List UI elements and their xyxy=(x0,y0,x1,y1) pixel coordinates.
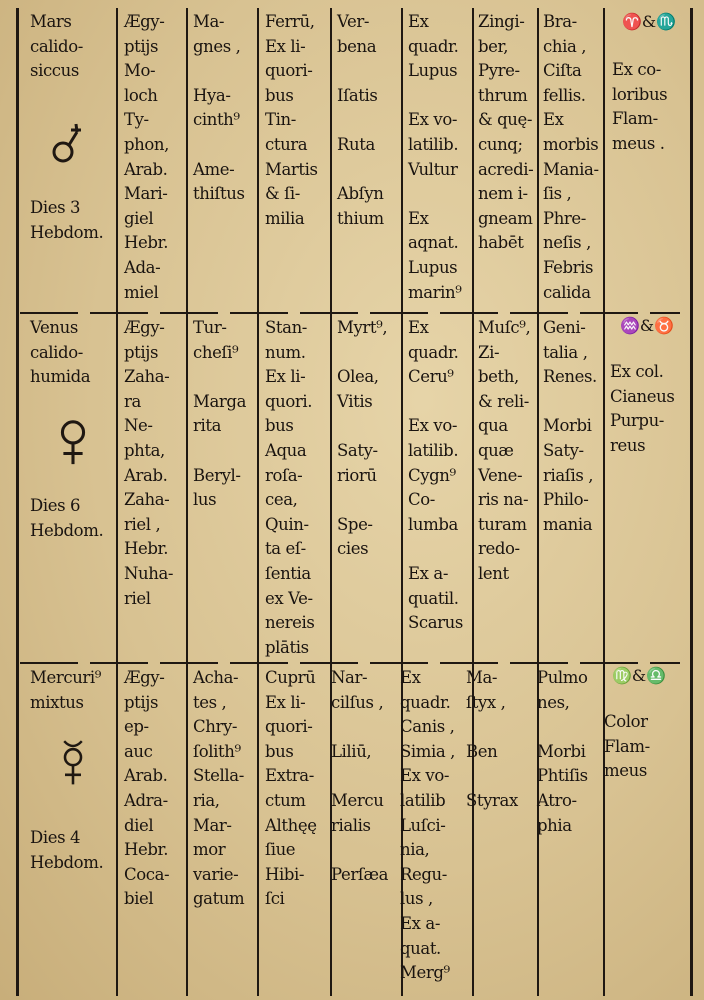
perfumes-cell: Muſc⁹, Zi- beth, & reli- qua quæ Vene- ris na- turam redo- lent xyxy=(478,318,531,583)
column-rule xyxy=(16,8,19,996)
color-cell: Ex co- loribus Flam- meus . xyxy=(612,60,668,153)
planet-day: Dies 4 Hebdom. xyxy=(30,828,104,872)
row-rule xyxy=(20,662,680,664)
metals-cell: Stan- num. Ex li- quori. bus Aqua roſa- cea, Quin- ta eſ- ſentia ex Ve- nereis plātis xyxy=(265,318,315,657)
mercury-icon-glyph xyxy=(50,738,96,786)
color-cell: Color Flam- meus xyxy=(604,712,650,781)
herbs-cell: Myrt⁹, Olea, Vitis Saty- riorū Spe- cies xyxy=(337,318,388,559)
mercury-icon xyxy=(50,738,96,786)
members-cell: Pulmo nes, Morbi Phtiſis Atro- phia xyxy=(537,668,588,835)
animals-cell: Ex quadr. Ceru⁹ Ex vo- latilib. Cygn⁹ Co- lumba Ex a- quatil. Scarus xyxy=(408,318,463,633)
zodiac-signs: ♈&♏ xyxy=(622,12,677,31)
animals-cell: Ex quadr. Canis , Simia , Ex vo- latilib Luſci- nia, Regu- lus , Ex a- quat. Merg⁹ xyxy=(400,668,456,983)
column-rule xyxy=(690,8,693,996)
metals-cell: Cuprū Ex li- quori- bus Extra- ctum Althęę ſiue Hibi- ſci xyxy=(265,668,317,909)
metals-cell: Ferrū, Ex li- quori- bus Tin- ctura Martis & ſi- milia xyxy=(265,12,318,228)
zodiac-signs: ♍&♎ xyxy=(612,666,667,685)
animals-cell: Ex quadr. Lupus Ex vo- latilib. Vultur Ex aqnat. Lupus marin⁹ xyxy=(408,12,462,302)
angels-cell: Ægy- ptijs Zaha- ra Ne- phta, Arab. Zaha- riel , Hebr. Nuha- riel xyxy=(124,318,174,608)
row-rule xyxy=(20,312,680,314)
mars-icon-glyph xyxy=(44,118,90,166)
column-rule xyxy=(537,8,539,996)
column-rule xyxy=(116,8,118,996)
herbs-cell: Nar- cilſus , Liliū, Mercu rialis Perſæa xyxy=(331,668,389,884)
planet-name: Mars calido- siccus xyxy=(30,12,83,81)
column-rule xyxy=(472,8,474,996)
members-cell: Geni- talia , Renes. Morbi Saty- riaſis , Philo- mania xyxy=(543,318,597,534)
perfumes-cell: Ma- ſtyx , Ben Styrax xyxy=(466,668,518,810)
venus-icon xyxy=(50,418,96,466)
column-rule xyxy=(186,8,188,996)
planet-day: Dies 6 Hebdom. xyxy=(30,496,104,540)
mars-icon xyxy=(44,118,90,166)
color-cell: Ex col. Cianeus Purpu- reus xyxy=(610,362,675,455)
angels-cell: Ægy- ptijs ep- auc Arab. Adra- diel Hebr. Coca- biel xyxy=(124,668,170,909)
stones-cell: Acha- tes , Chry- ſolith⁹ Stella- ria, Mar- mor varie- gatum xyxy=(193,668,245,909)
stones-cell: Tur- cheſi⁹ Marga rita Beryl- lus xyxy=(193,318,247,510)
zodiac-signs: ♒&♉ xyxy=(620,316,675,335)
angels-cell: Ægy- ptijs Mo- loch Ty- phon, Arab. Mari- giel Hebr. Ada- miel xyxy=(124,12,169,302)
planet-name: Mercuri⁹ mixtus xyxy=(30,668,101,712)
stones-cell: Ma- gnes , Hya- cinth⁹ Ame- thiſtus xyxy=(193,12,245,204)
column-rule xyxy=(257,8,259,996)
herbs-cell: Ver- bena Iſatis Ruta Abſyn thium xyxy=(337,12,384,228)
perfumes-cell: Zingi- ber, Pyre- thrum & quę- cunq; acredi- nem i- gneam habēt xyxy=(478,12,534,253)
members-cell: Bra- chia , Ciſta fellis. Ex morbis Mania- ſis , Phre- neſis , Febris calida xyxy=(543,12,599,302)
planet-name: Venus calido- humida xyxy=(30,318,91,387)
venus-icon-glyph xyxy=(50,418,96,466)
planet-day: Dies 3 Hebdom. xyxy=(30,198,104,242)
column-rule xyxy=(603,8,605,996)
